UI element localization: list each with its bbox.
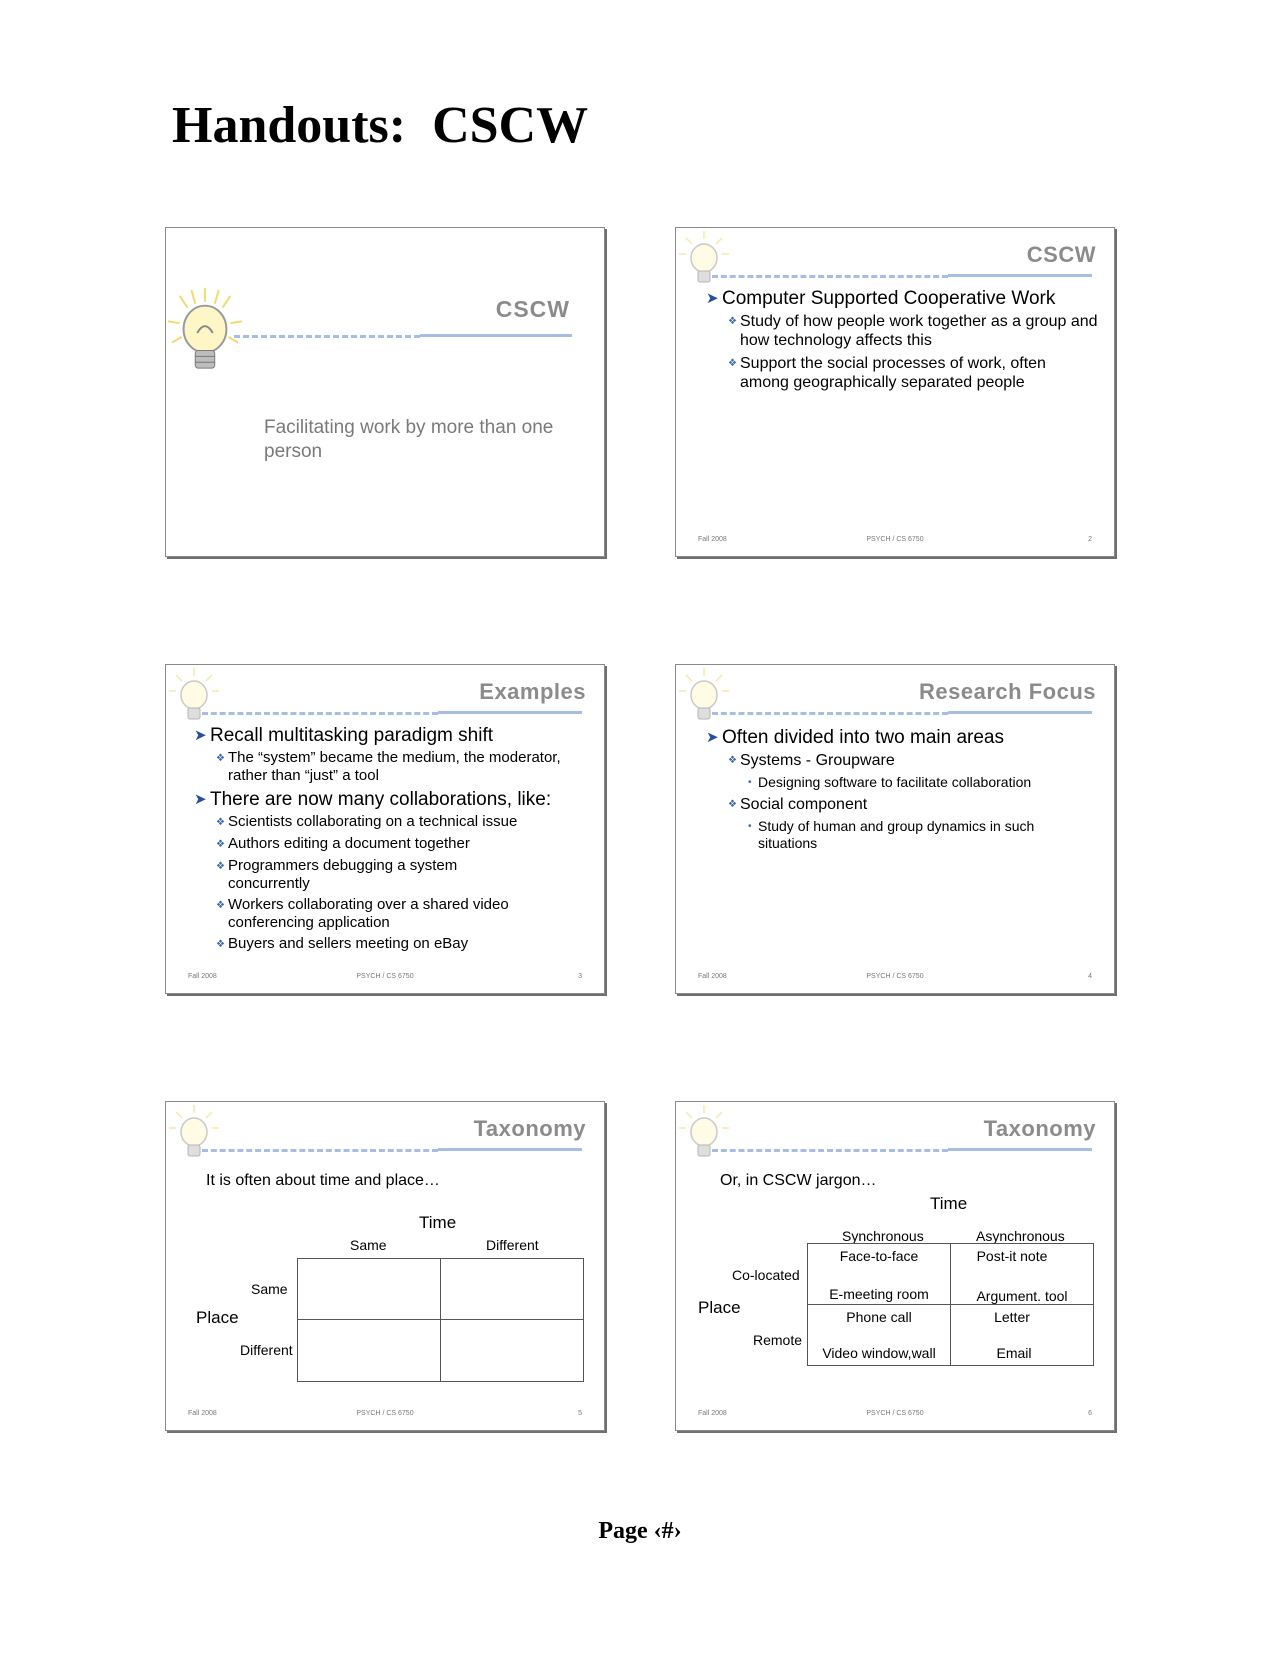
cell-label: Letter [994,1309,1030,1325]
place-axis-label: Place [196,1308,239,1327]
title-rule [712,1148,1092,1152]
slide-body [706,727,1098,856]
title-rule [234,334,572,338]
slide-4-thumbnail[interactable] [675,664,1115,994]
lightbulb-icon [166,286,244,378]
dot-bullet-icon: • [748,821,752,832]
sub-bullet-item: ❖ Scientists collaborating on a technical issue [216,813,518,830]
time-axis-label: Time [930,1194,968,1213]
grid-cell [440,1319,584,1382]
diamond-bullet-icon: ❖ [728,358,737,369]
grid-cell [297,1319,441,1382]
grid-cell [440,1258,584,1320]
lightbulb-icon [678,667,730,725]
time-axis-label: Time [419,1213,457,1232]
lightbulb-icon [168,1104,220,1162]
diamond-bullet-icon: ❖ [216,861,225,872]
diamond-bullet-icon: ❖ [728,316,737,327]
sub-bullet-item: ❖ Study of how people work together as a group and how technology affects this [728,313,1098,349]
cell-label: Phone call [846,1309,912,1325]
slide-footer: Fall 2008 PSYCH / CS 6750 6 [698,1410,1092,1417]
lightbulb-icon [168,667,220,725]
slide-footer: Fall 2008 PSYCH / CS 6750 4 [698,973,1092,980]
cell-label: Argument. tool [976,1288,1068,1304]
slide-title: CSCW [1026,242,1096,267]
page-number: Page ‹#› [598,1518,682,1544]
slide-footer: Fall 2008 PSYCH / CS 6750 3 [188,973,582,980]
slide-footer: Fall 2008 PSYCH / CS 6750 2 [698,536,1092,543]
slide-2-thumbnail[interactable] [675,227,1115,557]
bullet-item: ➤ Often divided into two main areas [706,727,1004,748]
time-column-header: Synchronous [842,1228,924,1244]
cell-label: E-meeting room [829,1286,929,1302]
sub-bullet-item: ❖ Systems - Groupware [728,752,895,769]
sub-bullet-item: ❖ Social component [728,796,868,813]
slide-6-thumbnail[interactable] [675,1101,1115,1431]
diamond-bullet-icon: ❖ [216,753,225,764]
diamond-bullet-icon: ❖ [216,939,225,950]
place-row-header: Different [240,1342,293,1358]
slide-5-thumbnail[interactable] [165,1101,605,1431]
arrow-bullet-icon: ➤ [194,727,207,744]
time-column-header: Different [486,1237,539,1253]
cell-label: Post-it note [976,1248,1048,1264]
arrow-bullet-icon: ➤ [194,791,207,808]
lightbulb-icon [678,1104,730,1162]
title-rule [712,274,1092,278]
cell-label: Email [996,1345,1032,1361]
lightbulb-icon [678,230,730,288]
diamond-bullet-icon: ❖ [216,839,225,850]
diamond-bullet-icon: ❖ [216,817,225,828]
slide-title: Taxonomy [983,1116,1096,1141]
title-rule [712,711,1092,715]
grid-cell [297,1258,441,1320]
sub-bullet-item: ❖ Authors editing a document together [216,835,470,852]
title-rule [202,711,582,715]
slide-subtitle: Facilitating work by more than one person [264,417,554,462]
slide-intro: Or, in CSCW jargon… [720,1172,877,1189]
sub-sub-bullet-item: • Study of human and group dynamics in such situations [748,818,1035,851]
slide-footer: Fall 2008 PSYCH / CS 6750 5 [188,1410,582,1417]
place-row-header: Co-located [732,1267,800,1283]
time-column-header: Asynchronous [976,1228,1065,1244]
diamond-bullet-icon: ❖ [728,799,737,810]
slide-1-thumbnail[interactable] [165,227,605,557]
sub-bullet-item: ❖ Support the social processes of work, often among geographically separated people [728,355,1046,391]
arrow-bullet-icon: ➤ [706,290,719,307]
arrow-bullet-icon: ➤ [706,729,719,746]
place-row-header: Remote [753,1332,803,1348]
slide-3-thumbnail[interactable] [165,664,605,994]
diamond-bullet-icon: ❖ [216,900,225,911]
slide-title: Examples [479,679,586,704]
bullet-item: ➤ Recall multitasking paradigm shift [194,725,494,746]
sub-bullet-item: ❖ Programmers debugging a system concurrently [216,857,458,892]
dot-bullet-icon: • [748,777,752,788]
sub-bullet-item: ❖ Workers collaborating over a shared video conferencing application [216,896,509,931]
slide-intro: It is often about time and place… [206,1172,440,1189]
diamond-bullet-icon: ❖ [728,755,737,766]
page-title: Handouts: CSCW [172,97,589,154]
slide-title: Research Focus [919,679,1096,704]
bullet-item: ➤ There are now many collaborations, like: [194,789,552,810]
slide-title: CSCW [495,296,570,322]
cell-label: Video window,wall [822,1345,936,1361]
place-axis-label: Place [698,1298,741,1317]
slide-body [194,725,588,957]
slide-body [706,288,1098,396]
sub-sub-bullet-item: • Designing software to facilitate collaboration [748,774,1032,790]
sub-bullet-item: ❖ The “system” became the medium, the moderator, rather than “just” a tool [216,749,561,784]
sub-bullet-item: ❖ Buyers and sellers meeting on eBay [216,935,469,952]
title-rule [202,1148,582,1152]
time-column-header: Same [350,1237,387,1253]
bullet-item: ➤ Computer Supported Cooperative Work [706,288,1056,309]
place-row-header: Same [251,1281,288,1297]
cell-label: Face-to-face [839,1248,919,1264]
slide-title: Taxonomy [473,1116,586,1141]
